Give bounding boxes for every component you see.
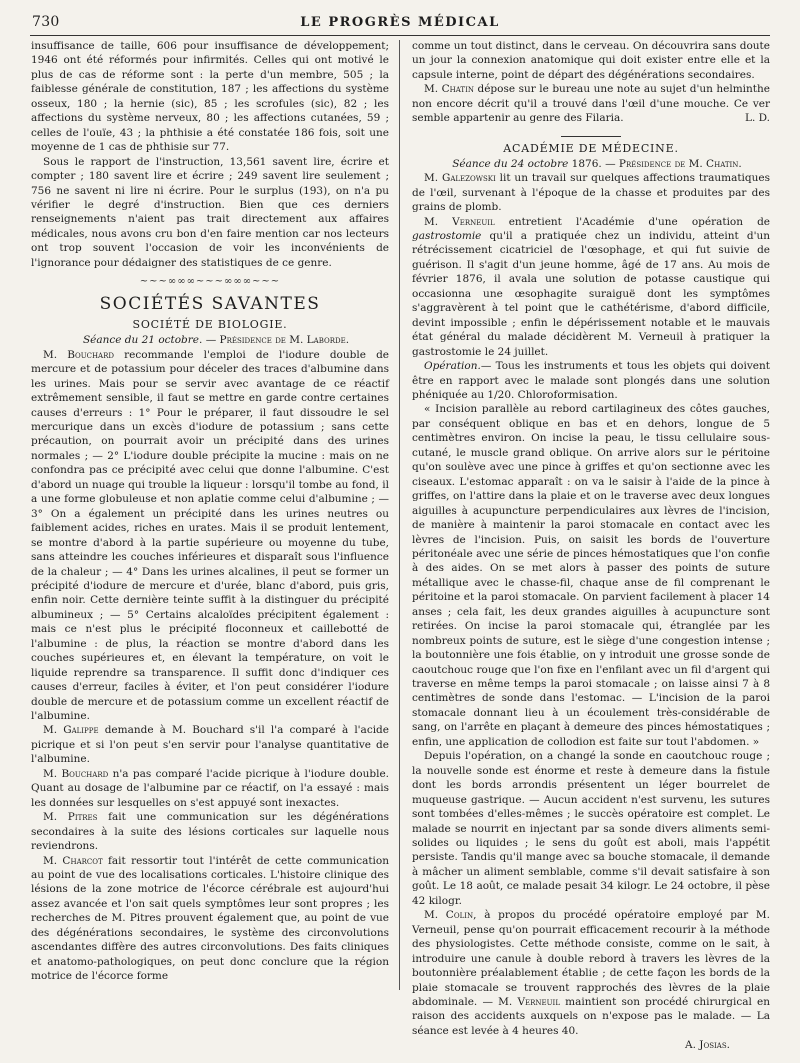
- session-president: 1876. — Présidence de M. Chatin.: [571, 157, 742, 170]
- section-title-societes: SOCIÉTÉS SAVANTES: [99, 294, 321, 315]
- paragraph-pitres: [31, 810, 389, 853]
- speaker-name: M. Chatin: [424, 83, 474, 96]
- page-number: 730: [32, 14, 60, 30]
- paragraph-text: recommande l'emploi de l'iodure double de mercure et de potassium pour déceler des traces d'albumine dans les urines. Mais pour se servir avec avantage de ce réactif extrêmement sensible, il faut se mettre en garde contre certaines causes d'erreurs : 1° Pour le préparer, il faut dissoudre le sel mercurique dans un excès d'iodure de potassium ; sans cette précaution, on pourrait avoir un précipité dans des urines normales ; — 2° L'iodure double précipite la mucine : mais on ne confondra pas ce précipité avec celui que donne l'albumine. C'est d'abord un nuage qui trouble la liqueur : lorsqu'il tombe au fond, il a une forme globuleuse et non aplatie comme celui d'albumine ; — 3° On a également un précipité dans les urines neutres ou faiblement acides, riches en urates. Mais il se produit lentement, se montre d'abord à la partie supérieure ou moyenne du tube, sans atteindre les couches inférieures et disparaît sous l'influence de la chaleur ; — 4° Dans les urines alcalines, il peut se former un précipité d'iodure de mercure et d'urée, blanc d'abord, puis gris, enfin noir. Cette dernière teinte suffit à la distinguer du précipité albumineux ; — 5° Certains alcaloïdes précipitent également : mais ce n'est plus le précipité floconneux et caillebotté de l'albumine : de plus, la réaction se montre d'abord dans les couches supérieures et, en élevant la température, on voit le liquide reprendre sa transparence. Il suffit donc d'indiquer ces causes d'erreur, faciles à éviter, et l'on peut considérer l'iodure double de mercure et de potassium comme un excellent réactif de l'albumine.: [31, 348, 389, 723]
- speaker-name: M. Bouchard: [43, 767, 109, 780]
- subsection-title-biologie: SOCIÉTÉ DE BIOLOGIE.: [132, 318, 288, 332]
- paragraph-bouchard: [31, 348, 389, 724]
- session-president: — Présidence de M. Laborde.: [205, 334, 350, 347]
- right-column: [412, 39, 771, 1052]
- speaker-name: M. Verneuil: [424, 215, 495, 228]
- paragraph-text: lit un travail sur quelques affections traumatiques de l'œil, survenant à l'époque de la chasse et produites par des grains de plomb.: [412, 172, 771, 214]
- column-separator: [399, 40, 400, 990]
- paragraph-text: fait ressortir tout l'intérêt de cette communication au point de vue des localisations corticales. L'histoire clinique des lésions de la zone motrice de l'écorce cérébrale est aujourd'hui assez avancée et l'on sait quels symptômes leur sont propres ; les recherches de M. Pitres prouvent également que, au point de vue des dégénérations secondaires, le système des circonvolutions ascendantes diffère des autres circonvolutions. Des faits cliniques et anatomo-pathologiques, on peut donc conclure que la région motrice de l'écorce forme: [31, 854, 389, 983]
- paragraph-text: maintient son procédé chirurgical en raison des accidents auxquels on n'expose pas le malade.: [412, 996, 770, 1023]
- speaker-name: M. Charcot: [43, 854, 103, 867]
- speaker-name: M. Bouchard: [43, 348, 114, 361]
- paragraph-text: dépose sur le bureau une note au sujet d'un helminthe non encore décrit qu'il a trouvé dans l'œil d'une mouche. Ce ver semble appartenir au genre des Filaria.: [412, 83, 770, 125]
- paragraph-instruction: Sous le rapport de l'instruction, 13,561 savent lire, écrire et compter ; 180 savent lire et écrire ; 249 savent lire seulement ; 756 ne savent ni lire ni écrire. Pour le surplus (193), on n'a pu vérifier le degré d'instruction. Bien que ces derniers renseignements n'aient pas trait directement aux affaires médicales, nous avons cru bon d'en faire mention car nos lecteurs ont trop souvent l'occasion de voir les inconvénients de l'ignorance pour dédaigner des statistiques de ce genre.: [31, 155, 389, 269]
- paragraph-text: demande à M. Bouchard s'il l'a comparé à l'acide picrique et si l'on peut s'en servir pour l'analyse quantitative de l'albumine.: [31, 724, 389, 766]
- speaker-name: M. Galezowski: [424, 172, 496, 185]
- header-rule: [30, 35, 770, 36]
- paragraph-colin: [412, 908, 770, 1038]
- section-title-academie: ACADÉMIE DE MÉDECINE.: [503, 141, 679, 155]
- paragraph-conscription-infirmities: insuffisance de taille, 606 pour insuffisance de développement; 1946 ont été réformés pour infirmités. Celles qui ont motivé le plus de cas de réforme sont : la perte d'un membre, 505 ; la faiblesse générale de constitution, 187 ; les affections du système osseux, 180 ; la hernie (sic), 85 ; les scrofules (sic), 82 ; les affections du système nerveux, 80 ; les affections cutanées, 59 ; celles de l'ouïe, 43 ; la phthisie a été constatée 186 fois, soit une moyenne de 1 cas de phthisie sur 77.: [31, 40, 389, 154]
- paragraph-text: — Tous les instruments et tous les objets qui doivent être en rapport avec le malade sont plongés dans une solution phéniquée au 1/20. Chloroformisation.: [412, 360, 770, 401]
- paragraph-text: entretient l'Académie d'une opération de: [508, 215, 771, 228]
- paragraph-verneuil: [412, 215, 770, 360]
- speaker-name: M. Colin,: [424, 909, 477, 922]
- session-heading-academie: [412, 157, 770, 171]
- page-header: [30, 12, 770, 36]
- speaker-name: M. Galippe: [43, 724, 99, 737]
- paragraph-text: fait une communication sur les dégénérations secondaires à la suite des lésions corticales sur laquelle nous reviendrons.: [31, 811, 389, 853]
- paragraph-incision: « Incision parallèle au rebord cartilagineux des côtes gauches, par conséquent oblique en bas et en dehors, longue de 5 centimètres environ. On incise la peau, le tissu cellulaire sous-cutané, le muscle grand oblique. On arrive alors sur le péritoine qu'on soulève avec une pince à griffes et qu'on sectionne avec les ciseaux. L'estomac apparaît : on va le saisir à l'aide de la pince à griffes, on l'attire dans la plaie et on le traverse avec deux longues aiguilles à acupuncture perpendiculaires aux lèvres de l'incision, de manière à maintenir la paroi stomacale en contact avec les lèvres de l'incision. Puis, on saisit les bords de l'ouverture péritonéale avec une série de pinces hémostatiques que l'on confie à des aides. On se met alors à passer des points de suture métallique avec le chasse-fil, chaque anse de fil comprenant le péritoine et la paroi stomacale. On parvient facilement à placer 14 anses ; cela fait, les deux grandes aiguilles à acupuncture sont retirées. On incise la paroi stomacale qui, étranglée par les nombreux points de suture, est le siège d'une congestion intense ; la boutonnière une fois établie, on y introduit une grosse sonde de caoutchouc rouge que l'on fixe en l'enfilant avec un fil d'argent qui traverse en même temps la paroi stomacale ; on laisse ainsi 7 à 8 centimètres de sonde dans l'estomac. — L'incision de la paroi stomacale donnant lieu à un écoulement très-considérable de sang, on l'arrête en plaçant à demeure des pinces hémostatiques ; enfin, une application de collodion est faite sur tout l'abdomen. »: [412, 403, 770, 748]
- speaker-name: M. Verneuil: [498, 996, 560, 1008]
- paragraph-operation: [412, 359, 770, 402]
- paragraph-bouchard-reply: [31, 767, 389, 810]
- session-date: Séance du 24 octobre: [452, 157, 569, 170]
- paragraph-chatin: [412, 82, 770, 125]
- paragraph-charcot: [31, 854, 389, 984]
- session-date: Séance du 21 octobre.: [82, 334, 203, 347]
- paragraph-depuis: Depuis l'opération, on a changé la sonde en caoutchouc rouge ; la nouvelle sonde est énorme et reste à demeure dans la fistule dont les bords arrondis présentent un léger bourrelet de muqueuse gastrique. — Aucun accident n'est survenu, les sutures sont tombées d'elles-mêmes ; le succès opératoire est complet. Le malade se nourrit en injectant par sa sonde divers aliments semi-solides ou liquides ; le sens du goût est aboli, mais l'appétit persiste. Tandis qu'il mange avec sa bouche stomacale, il demande à mâcher un aliment semblable, comme s'il devait satisfaire à son goût. Le 18 août, ce malade pesait 34 kilogr. Le 24 octobre, il pèse 42 kilogr.: [412, 750, 770, 907]
- ornament-divider: ~~~∞∞∞~~~∞∞∞~~~: [139, 276, 281, 288]
- left-column: [31, 39, 389, 1049]
- paragraph-text: qu'il a pratiquée chez un individu, atteint d'un rétrécissement cicatriciel de l'œsophage, et qui fut suivie de guérison. Il s'agit d'un jeune homme, âgé de 17 ans. Au mois de février 1876, il avala une solution de potasse caustique qui occasionna une œsophagite suraiguë dont les symptômes s'aggravèrent à tel point que le cathétérisme, d'abord difficile, devint impossible ; enfin le dépérissement notable et le mauvais état général du malade décidèrent M. Verneuil à pratiquer la gastrostomie le 24 juillet.: [412, 229, 771, 358]
- term-gastrostomie: gastrostomie: [412, 229, 482, 242]
- session-heading-biologie: [31, 333, 389, 347]
- speaker-name: M. Pitres: [43, 811, 98, 824]
- section-rule: [561, 136, 621, 137]
- operation-label: Opération.: [424, 360, 481, 373]
- paragraph-text: à propos du procédé opératoire employé par M. Verneuil, pense qu'on pourrait efficacement recourir à la méthode des physiologistes. Cette méthode consiste, comme on le sait, à introduire une canule à double rebord à travers les lèvres de la boutonnière préalablement établie ; de cette façon les bords de la plaie stomacale se trouvent rapprochés des lèvres de la plaie abdominale. —: [412, 909, 771, 1008]
- paragraph-text: n'a pas comparé l'acide picrique à l'iodure double. Quant au dosage de l'albumine par ce réactif, on l'a essayé : mais les données sur lesquelles on s'est appuyé sont inexactes.: [31, 767, 389, 809]
- paragraph-charcot-continued: comme un tout distinct, dans le cerveau. On découvrira sans doute un jour la connexion anatomique qui doit exister entre elle et la capsule interne, point de départ des dégénérations secondaires.: [412, 40, 770, 81]
- running-title: LE PROGRÈS MÉDICAL: [300, 15, 500, 30]
- paragraph-galippe: [31, 723, 389, 766]
- signature: A. Josias.: [685, 1039, 730, 1052]
- reporter-initials: L. D.: [744, 112, 770, 125]
- paragraph-galezowski: [412, 171, 770, 214]
- closing-line: — La séance est levée à 4 heures 40.: [412, 1010, 770, 1037]
